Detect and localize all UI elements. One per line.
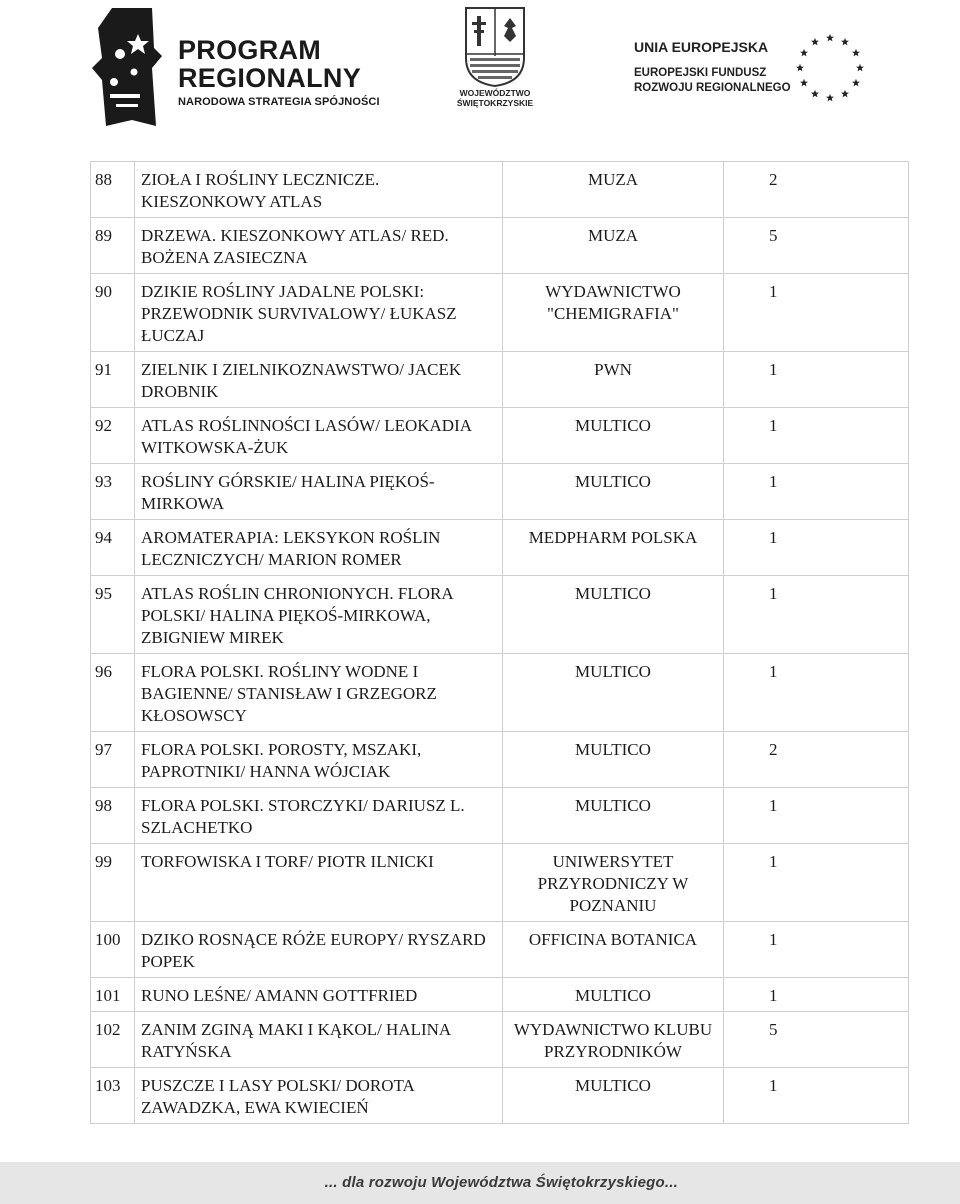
quantity-value: 1 [769, 796, 778, 815]
table-row-89 [91, 218, 909, 274]
book-quantity [724, 408, 909, 464]
row-number: 91 [91, 352, 135, 408]
program-logo-line3: NARODOWA STRATEGIA SPÓJNOŚCI [178, 96, 380, 108]
books-table-body [91, 162, 909, 1124]
book-title: RUNO LEŚNE/ AMANN GOTTFRIED [135, 978, 503, 1012]
quantity-value: 2 [769, 170, 778, 189]
row-number: 100 [91, 922, 135, 978]
book-title: FLORA POLSKI. ROŚLINY WODNE I BAGIENNE/ STANISŁAW I GRZEGORZ KŁOSOWSCY [135, 654, 503, 732]
row-number: 103 [91, 1068, 135, 1124]
book-title: ROŚLINY GÓRSKIE/ HALINA PIĘKOŚ-MIRKOWA [135, 464, 503, 520]
book-publisher: OFFICINA BOTANICA [503, 922, 724, 978]
book-publisher: PWN [503, 352, 724, 408]
table-row-102 [91, 1012, 909, 1068]
book-title: DZIKIE ROŚLINY JADALNE POLSKI: PRZEWODNIK SURVIVALOWY/ ŁUKASZ ŁUCZAJ [135, 274, 503, 352]
quantity-value: 1 [769, 360, 778, 379]
row-number: 93 [91, 464, 135, 520]
book-quantity [724, 352, 909, 408]
quantity-value: 5 [769, 1020, 778, 1039]
table-row-98 [91, 788, 909, 844]
table-row-95 [91, 576, 909, 654]
row-number: 101 [91, 978, 135, 1012]
book-title: DRZEWA. KIESZONKOWY ATLAS/ RED. BOŻENA ZASIECZNA [135, 218, 503, 274]
book-quantity [724, 274, 909, 352]
book-publisher: MULTICO [503, 464, 724, 520]
region-crest-icon [464, 6, 526, 88]
program-logo-line2: REGIONALNY [178, 63, 362, 93]
eu-logo-line3: ROZWOJU REGIONALNEGO [634, 82, 791, 94]
book-title: ZIOŁA I ROŚLINY LECZNICZE. KIESZONKOWY ATLAS [135, 162, 503, 218]
table-row-93 [91, 464, 909, 520]
book-quantity [724, 464, 909, 520]
book-quantity [724, 1012, 909, 1068]
table-row-91 [91, 352, 909, 408]
book-quantity [724, 654, 909, 732]
book-quantity [724, 732, 909, 788]
quantity-value: 2 [769, 740, 778, 759]
book-publisher: MULTICO [503, 408, 724, 464]
table-row-97 [91, 732, 909, 788]
book-quantity [724, 844, 909, 922]
region-logo-line1: WOJEWÓDZTWO [459, 88, 531, 98]
quantity-value: 1 [769, 282, 778, 301]
row-number: 97 [91, 732, 135, 788]
eu-logo-line2: EUROPEJSKI FUNDUSZ [634, 67, 767, 79]
row-number: 99 [91, 844, 135, 922]
book-publisher: MUZA [503, 218, 724, 274]
book-publisher: MEDPHARM POLSKA [503, 520, 724, 576]
quantity-value: 1 [769, 1076, 778, 1095]
row-number: 98 [91, 788, 135, 844]
book-quantity [724, 922, 909, 978]
quantity-value: 5 [769, 226, 778, 245]
eu-stars-flag-icon [782, 30, 882, 110]
quantity-value: 1 [769, 584, 778, 603]
table-row-88 [91, 162, 909, 218]
book-publisher: WYDAWNICTWO "CHEMIGRAFIA" [503, 274, 724, 352]
quantity-value: 1 [769, 852, 778, 871]
table-row-96 [91, 654, 909, 732]
row-number: 102 [91, 1012, 135, 1068]
book-publisher: MULTICO [503, 1068, 724, 1124]
row-number: 94 [91, 520, 135, 576]
book-title: DZIKO ROSNĄCE RÓŻE EUROPY/ RYSZARD POPEK [135, 922, 503, 978]
book-publisher: MULTICO [503, 654, 724, 732]
book-publisher: MUZA [503, 162, 724, 218]
wojewodztwo-swietokrzyskie-logo [450, 6, 540, 118]
book-quantity [724, 162, 909, 218]
quantity-value: 1 [769, 930, 778, 949]
quantity-value: 1 [769, 416, 778, 435]
table-row-90 [91, 274, 909, 352]
table-row-101 [91, 978, 909, 1012]
books-table [90, 161, 909, 1124]
book-title: FLORA POLSKI. STORCZYKI/ DARIUSZ L. SZLACHETKO [135, 788, 503, 844]
book-publisher: MULTICO [503, 978, 724, 1012]
book-publisher: WYDAWNICTWO KLUBU PRZYRODNIKÓW [503, 1012, 724, 1068]
page-header [0, 0, 960, 150]
program-logo-line1: PROGRAM [178, 35, 322, 65]
eu-logo-line1: UNIA EUROPEJSKA [634, 39, 769, 55]
book-title: ATLAS ROŚLINNOŚCI LASÓW/ LEOKADIA WITKOWSKA-ŻUK [135, 408, 503, 464]
unia-europejska-logo [632, 30, 932, 120]
book-title: ZIELNIK I ZIELNIKOZNAWSTWO/ JACEK DROBNIK [135, 352, 503, 408]
book-publisher: MULTICO [503, 788, 724, 844]
book-title: AROMATERAPIA: LEKSYKON ROŚLIN LECZNICZYCH/ MARION ROMER [135, 520, 503, 576]
book-quantity [724, 576, 909, 654]
quantity-value: 1 [769, 472, 778, 491]
book-publisher: UNIWERSYTET PRZYRODNICZY W POZNANIU [503, 844, 724, 922]
book-quantity [724, 520, 909, 576]
table-row-103 [91, 1068, 909, 1124]
table-row-94 [91, 520, 909, 576]
book-publisher: MULTICO [503, 576, 724, 654]
table-row-99 [91, 844, 909, 922]
program-regionalny-mark-icon [92, 8, 170, 128]
table-row-100 [91, 922, 909, 978]
book-title: FLORA POLSKI. POROSTY, MSZAKI, PAPROTNIKI/ HANNA WÓJCIAK [135, 732, 503, 788]
region-logo-line2: ŚWIĘTOKRZYSKIE [456, 98, 534, 108]
book-title: TORFOWISKA I TORF/ PIOTR ILNICKI [135, 844, 503, 922]
book-title: ZANIM ZGINĄ MAKI I KĄKOL/ HALINA RATYŃSKA [135, 1012, 503, 1068]
book-quantity [724, 788, 909, 844]
book-publisher: MULTICO [503, 732, 724, 788]
row-number: 90 [91, 274, 135, 352]
row-number: 89 [91, 218, 135, 274]
book-title: PUSZCZE I LASY POLSKI/ DOROTA ZAWADZKA, EWA KWIECIEŃ [135, 1068, 503, 1124]
row-number: 95 [91, 576, 135, 654]
program-regionalny-logo [92, 8, 382, 128]
quantity-value: 1 [769, 528, 778, 547]
row-number: 88 [91, 162, 135, 218]
footer-slogan: ... dla rozwoju Województwa Świętokrzyskiego... [324, 1174, 678, 1191]
book-title: ATLAS ROŚLIN CHRONIONYCH. FLORA POLSKI/ HALINA PIĘKOŚ-MIRKOWA, ZBIGNIEW MIREK [135, 576, 503, 654]
quantity-value: 1 [769, 986, 778, 1005]
book-quantity [724, 218, 909, 274]
page-footer [0, 1162, 960, 1204]
table-row-92 [91, 408, 909, 464]
row-number: 96 [91, 654, 135, 732]
row-number: 92 [91, 408, 135, 464]
book-quantity [724, 978, 909, 1012]
quantity-value: 1 [769, 662, 778, 681]
book-quantity [724, 1068, 909, 1124]
